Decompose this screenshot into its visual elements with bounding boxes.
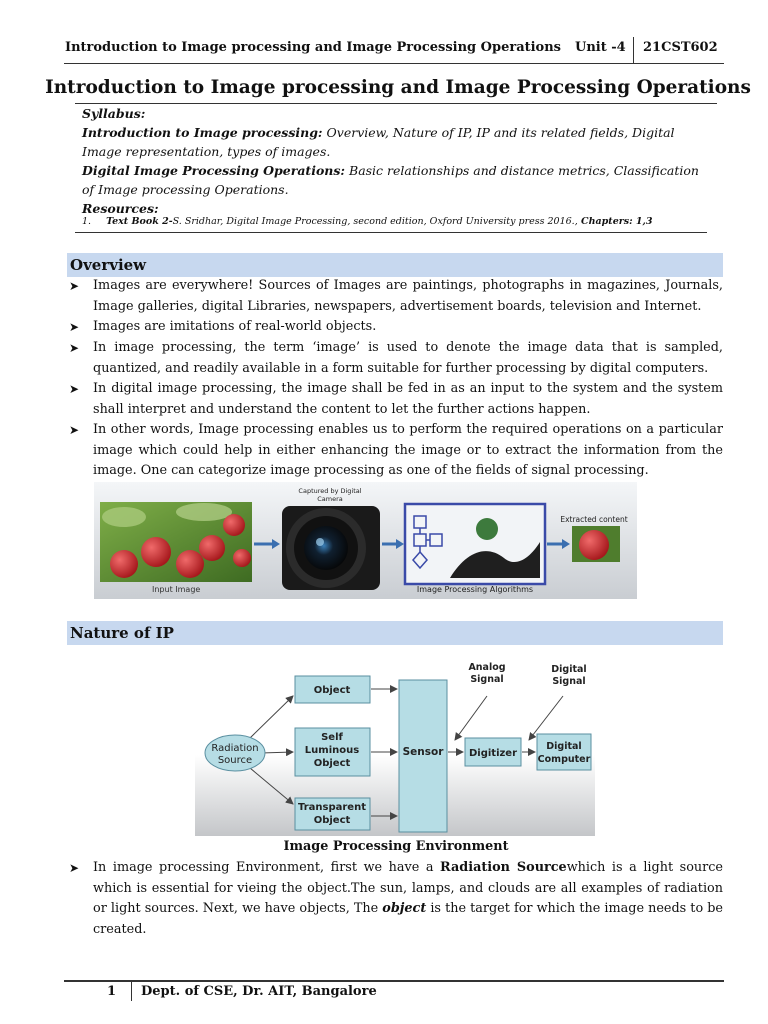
footer-department: Dept. of CSE, Dr. AIT, Bangalore: [141, 984, 377, 999]
overview-bullet-2: ➤ Images are imitations of real-world objects.: [69, 317, 723, 338]
syllabus-block: [82, 104, 712, 218]
digital-camera-icon: [282, 506, 380, 590]
arrow-bullet-icon: ➤: [69, 382, 80, 396]
svg-text:Object: Object: [313, 685, 351, 696]
camera-caption-line2: Camera: [317, 495, 343, 503]
analog-signal-label-line2: Signal: [470, 674, 504, 685]
digitizer-node: [465, 738, 521, 766]
svg-text:Source: Source: [217, 755, 253, 766]
running-header-code: 21CST602: [643, 40, 718, 55]
figure-caption: Image Processing Environment: [283, 839, 509, 854]
nature-heading: Nature of IP: [70, 624, 174, 642]
algorithm-label: Image Processing Algorithms: [416, 585, 534, 594]
svg-text:Sensor: Sensor: [402, 746, 444, 758]
syllabus-ops-text: Basic relationships and distance metrics, Classification of Image processing Operations.: [82, 163, 699, 197]
overview-bullet-1: ➤ Images are everywhere! Sources of Images are paintings, photographs in magazines, Journals, Image galleries, digital Libraries, newspapers, advertisement boards, television and Internet.: [69, 278, 723, 314]
radiation-source-node: [205, 735, 265, 771]
syllabus-intro-text: Overview, Nature of IP, IP and its related fields, Digital Image representation, types of images.: [82, 125, 675, 159]
resource-number: 1.: [82, 216, 92, 227]
page-number: 1: [107, 984, 117, 999]
svg-text:Object: Object: [313, 815, 351, 826]
self-luminous-object-node: [295, 728, 370, 776]
overview-heading-bar: [67, 253, 723, 277]
resource-item: [82, 216, 652, 227]
extracted-apple-photo: [572, 526, 620, 562]
overview-bullet-4: ➤ In digital image processing, the image shall be fed in as an input to the system and the system shall interpret and understand the content to let the further actions happen.: [69, 381, 723, 417]
header-divider: [633, 37, 634, 63]
syllabus-ops-label: Digital Image Processing Operations:: [82, 163, 346, 178]
svg-text:Digital: Digital: [546, 741, 582, 752]
svg-text:Self: Self: [321, 732, 343, 743]
image-processing-environment-diagram: [195, 656, 595, 836]
footer-rule: [64, 980, 724, 982]
overview-bullet-3: ➤ In image processing, the term ‘image’ is used to denote the image data that is sampled, quantized, and readily available in a form suitable for further processing by digital computers.: [69, 340, 723, 376]
running-header-unit: Unit -4: [575, 40, 626, 55]
digital-computer-node: [537, 734, 591, 770]
camera-caption-line1: Captured by Digital: [298, 487, 362, 495]
object-term: object: [382, 901, 427, 917]
nature-para-mid: which is a light source which is essential for vieing the object.The sun, lamps, and clouds are all examples of radiation or light sources. Next, we have objects, The: [93, 860, 724, 917]
nature-para-post: is the target for which the image needs to be created.: [93, 901, 723, 937]
extracted-content-label: Extracted content: [560, 515, 628, 524]
resource-chapters: Chapters: 1,3: [577, 216, 653, 227]
analog-signal-label-line1: Analog: [468, 662, 506, 673]
page-title: Introduction to Image processing and Image Processing Operations: [45, 77, 751, 98]
syllabus-intro-label: Introduction to Image processing:: [82, 125, 323, 140]
syllabus-label: Syllabus:: [82, 106, 146, 121]
arrow-bullet-icon: ➤: [69, 320, 80, 334]
nature-bullet-1: [69, 858, 723, 940]
arrow-bullet-icon: ➤: [69, 861, 80, 875]
svg-text:Radiation: Radiation: [211, 743, 259, 754]
input-image-label: Input Image: [152, 585, 201, 594]
overview-heading: Overview: [70, 256, 147, 274]
footer-divider: [131, 981, 132, 1001]
object-node: [295, 676, 370, 703]
resources-label: Resources:: [82, 201, 159, 216]
svg-text:Digitizer: Digitizer: [468, 748, 518, 759]
image-processing-pipeline-figure: [94, 482, 637, 599]
digital-signal-label-line2: Signal: [552, 676, 586, 687]
arrow-bullet-icon: ➤: [69, 279, 80, 293]
apple-tree-photo: [100, 502, 252, 582]
resource-detail: S. Sridhar, Digital Image Processing, second edition, Oxford University press 2016.,: [172, 216, 578, 227]
digital-signal-label-line1: Digital: [551, 664, 587, 675]
radiation-source-term: Radiation Source: [440, 860, 567, 875]
svg-text:Object: Object: [313, 758, 351, 769]
arrow-bullet-icon: ➤: [69, 341, 80, 355]
sensor-node: [399, 680, 447, 832]
svg-text:Luminous: Luminous: [304, 745, 360, 756]
transparent-object-node: [295, 798, 370, 830]
header-rule: [64, 63, 724, 64]
nature-para-pre: In image processing Environment, first we have a: [93, 860, 441, 875]
resource-book: Text Book 2-: [106, 216, 173, 227]
arrow-bullet-icon: ➤: [69, 423, 80, 437]
syllabus-rule: [75, 232, 707, 233]
overview-bullet-5: ➤ In other words, Image processing enables us to perform the required operations on a particular image which could help in either enhancing the image or to extract the information from the image. One can categorize image processing as one of the fields of signal processing.: [69, 422, 723, 479]
svg-text:Transparent: Transparent: [298, 802, 366, 813]
running-header-title: Introduction to Image processing and Image Processing Operations: [65, 40, 561, 55]
svg-text:Computer: Computer: [537, 754, 591, 765]
